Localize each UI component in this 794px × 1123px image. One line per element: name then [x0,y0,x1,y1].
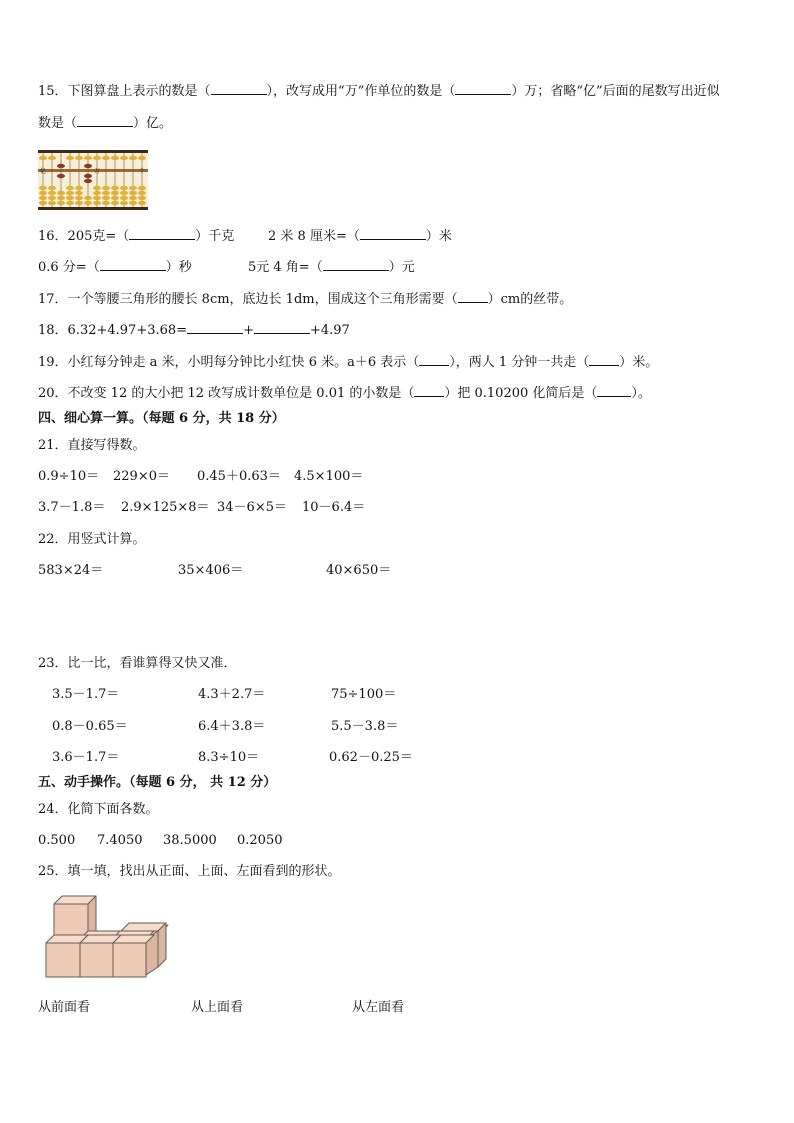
answer-blank[interactable] [589,354,619,366]
q21-item: 10－6.4＝ [302,500,366,515]
answer-blank[interactable] [360,228,426,240]
answer-blank[interactable] [129,228,195,240]
section-heading-5: 五、动手操作。（每题 6 分， 共 12 分） [38,775,277,790]
q24-item: 38.5000 [163,833,217,848]
q22-item: 40×650＝ [326,563,392,578]
q15-text: 数是（ [38,116,78,131]
q20-text: 20．不改变 12 的大小把 12 改写成计数单位是 0.01 的小数是（ [38,386,415,401]
q18-text: + [243,323,254,338]
q23-item: 3.6－1.7＝ [52,750,120,765]
view-label-top: 从上面看 [191,1000,244,1015]
q24-item: 7.4050 [97,833,143,848]
answer-blank[interactable] [458,291,488,303]
q21-item: 0.9÷10＝ [38,469,100,484]
q16-text: 0.6 分=（ [38,260,100,275]
abacus-label-ge: 个 [139,168,146,175]
q16-line1 [38,228,234,246]
view-label-left: 从左面看 [352,1000,405,1015]
q16-text: ）秒 [165,260,192,275]
view-label-front: 从前面看 [38,1000,91,1015]
q20-text: ）。 [631,386,651,401]
q18 [38,322,350,340]
q23-item: 3.5－1.7＝ [52,687,120,702]
q22-item: 583×24＝ [38,563,104,578]
q24-item: 0.500 [38,833,76,848]
q23-item: 8.3÷10＝ [198,750,260,765]
q16-line2 [38,259,192,277]
answer-blank[interactable] [455,83,511,95]
q23-item: 4.3＋2.7＝ [198,687,266,702]
answer-blank[interactable] [414,385,444,397]
q16-text: ）米 [425,229,452,244]
q21-item: 2.9×125×8＝ [121,500,210,515]
q21-title: 21．直接写得数。 [38,438,146,453]
q18-text: +4.97 [309,323,350,338]
q19-text: ）米。 [619,355,659,370]
q24-title: 24．化简下面各数。 [38,802,159,817]
q17-text: 17．一个等腰三角形的腰长 8cm，底边长 1dm，围成这个三角形需要（ [38,292,458,307]
q23-item: 75÷100＝ [331,687,397,702]
q16-text: ）元 [388,260,415,275]
answer-blank[interactable] [187,322,243,334]
answer-blank[interactable] [100,259,166,271]
q16-text: 2 米 8 厘米=（ [268,229,360,244]
q16-text: 16．205克=（ [38,229,130,244]
q23-item: 0.62－0.25＝ [329,750,413,765]
q19 [38,354,658,372]
q15-text: ），改写成用“万”作单位的数是（ [266,84,456,99]
q16-line2b [248,259,415,277]
q15-text: ）万；省略“亿”后面的尾数写出近似 [511,84,720,99]
q23-item: 5.5－3.8＝ [331,719,399,734]
q21-item: 4.5×100＝ [294,469,364,484]
q20 [38,385,651,403]
abacus-image [38,150,148,210]
q17 [38,291,572,309]
q16-line1b [268,228,452,246]
q15-text: ）亿。 [133,116,173,131]
answer-blank[interactable] [254,322,310,334]
section-heading-4: 四、细心算一算。（每题 6 分，共 18 分） [38,411,285,426]
q19-text: ），两人 1 分钟一共走（ [449,355,590,370]
q15-line2 [38,115,172,133]
answer-blank[interactable] [77,115,133,127]
q15-text: 15．下图算盘上表示的数是（ [38,84,211,99]
answer-blank[interactable] [323,259,389,271]
answer-blank[interactable] [211,83,267,95]
abacus-label-wan: 万 [94,168,101,175]
q16-text: 5元 4 角=（ [248,260,323,275]
answer-blank[interactable] [597,385,631,397]
q24-item: 0.2050 [237,833,283,848]
q22-item: 35×406＝ [178,563,244,578]
q18-text: 18．6.32+4.97+3.68= [38,323,188,338]
q23-title: 23．比一比，看谁算得又快又准． [38,656,237,671]
q21-item: 0.45＋0.63＝ [197,469,281,484]
answer-blank[interactable] [419,354,449,366]
q21-item: 229×0＝ [113,469,170,484]
q23-item: 0.8－0.65＝ [52,719,128,734]
q25-title: 25．填一填，找出从正面、上面、左面看到的形状。 [38,864,341,879]
q21-item: 34－6×5＝ [217,500,287,515]
q16-text: ）千克 [195,229,235,244]
abacus-label-yi: 亿 [40,168,47,175]
q15-line1 [38,83,720,101]
cube-figure-image [42,893,172,985]
q22-title: 22．用竖式计算。 [38,532,146,547]
q20-text: ）把 0.10200 化简后是（ [444,386,598,401]
q19-text: 19．小红每分钟走 a 米，小明每分钟比小红快 6 米。a＋6 表示（ [38,355,420,370]
q21-item: 3.7－1.8＝ [38,500,106,515]
q17-text: ）cm的丝带。 [487,292,573,307]
q23-item: 6.4＋3.8＝ [198,719,266,734]
